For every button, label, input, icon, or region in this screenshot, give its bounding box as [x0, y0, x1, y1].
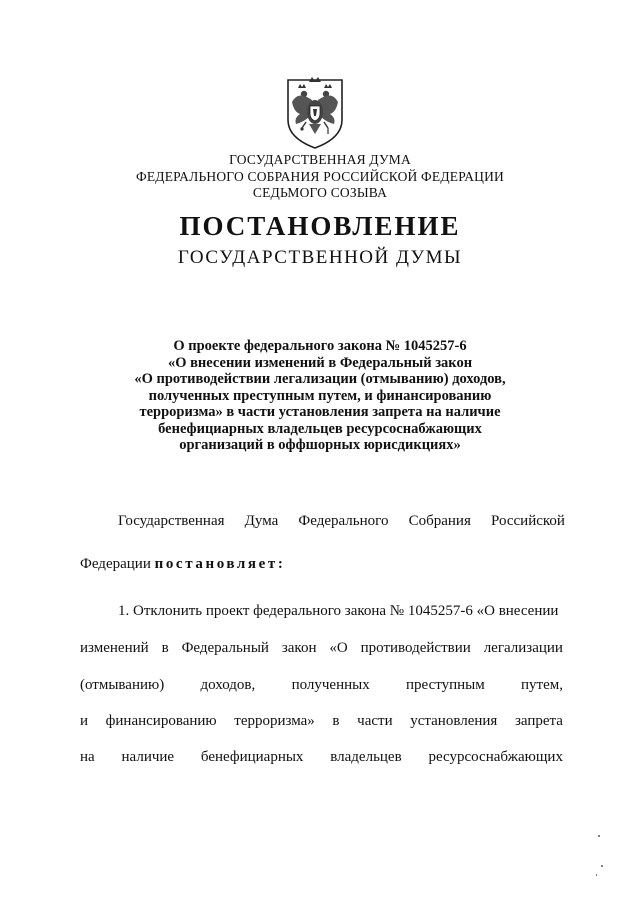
word: в: [332, 713, 340, 729]
subject-line: «О противодействии легализации (отмыванию) доходов,: [134, 371, 506, 387]
word: в: [161, 640, 169, 656]
word: легализации: [483, 640, 563, 656]
word: на: [80, 749, 95, 765]
word: ресурсоснабжающих: [428, 749, 563, 765]
item1-line-4: [80, 712, 563, 730]
item1-line-2: [80, 639, 563, 657]
document-subject: [90, 338, 550, 454]
word: изменений: [80, 640, 149, 656]
word: путем,: [521, 677, 563, 693]
word: преступным: [406, 677, 485, 693]
word: Федерального: [298, 513, 389, 529]
document-subtitle: ГОСУДАРСТВЕННОЙ ДУМЫ: [177, 247, 463, 268]
header-line-2: ФЕДЕРАЛЬНОГО СОБРАНИЯ РОССИЙСКОЙ ФЕДЕРАЦИИ: [136, 168, 504, 184]
word: (отмыванию): [80, 677, 165, 693]
word: закон: [281, 640, 317, 656]
word: «О: [329, 640, 348, 656]
document-title: ПОСТАНОВЛЕНИЕ: [179, 211, 461, 241]
word: установления: [410, 713, 498, 729]
intro-line-2: [80, 555, 285, 573]
word: полученных: [291, 677, 370, 693]
item1-line-5: [80, 748, 563, 766]
word: бенефициарных: [200, 749, 304, 765]
subject-line: полученных преступным путем, и финансированию: [148, 387, 492, 404]
subject-line: «О внесении изменений в Федеральный закон: [167, 354, 473, 371]
scan-speck: [601, 865, 603, 867]
word: наличие: [121, 749, 175, 765]
word: Дума: [244, 513, 279, 529]
coat-of-arms-emblem: [278, 72, 352, 150]
word: владельцев: [330, 749, 402, 765]
subject-line: О проекте федерального закона № 1045257-6: [173, 338, 467, 354]
item1-line-1: 1. Отклонить проект федерального закона № 1045257-6 «О внесении: [118, 603, 559, 619]
scan-speck: [596, 874, 597, 876]
item1-line-3: [80, 676, 563, 694]
intro-line-1: [118, 512, 565, 530]
word: терроризма»: [234, 713, 315, 729]
word: финансированию: [105, 713, 217, 729]
word: Российской: [491, 513, 565, 529]
header-line-3: СЕДЬМОГО СОЗЫВА: [252, 185, 388, 200]
scan-speck: [598, 835, 600, 837]
word: Федеральный: [181, 640, 269, 656]
issuer-header: [0, 152, 640, 202]
subject-line: бенефициарных владельцев ресурсоснабжающих: [158, 420, 482, 437]
subject-line: терроризма» в части установления запрета на наличие: [139, 404, 501, 420]
intro-verb: постановляет:: [154, 556, 286, 572]
word: и: [80, 713, 89, 729]
word: противодействии: [360, 640, 471, 656]
word: запрета: [514, 713, 563, 729]
word: Государственная: [118, 513, 225, 529]
intro-subject-word: Федерации: [80, 556, 151, 572]
word: доходов,: [200, 677, 256, 693]
header-line-1: ГОСУДАРСТВЕННАЯ ДУМА: [229, 152, 411, 167]
word: Собрания: [408, 513, 471, 529]
word: части: [357, 713, 393, 729]
subject-line: организаций в оффшорных юрисдикциях»: [179, 437, 461, 453]
